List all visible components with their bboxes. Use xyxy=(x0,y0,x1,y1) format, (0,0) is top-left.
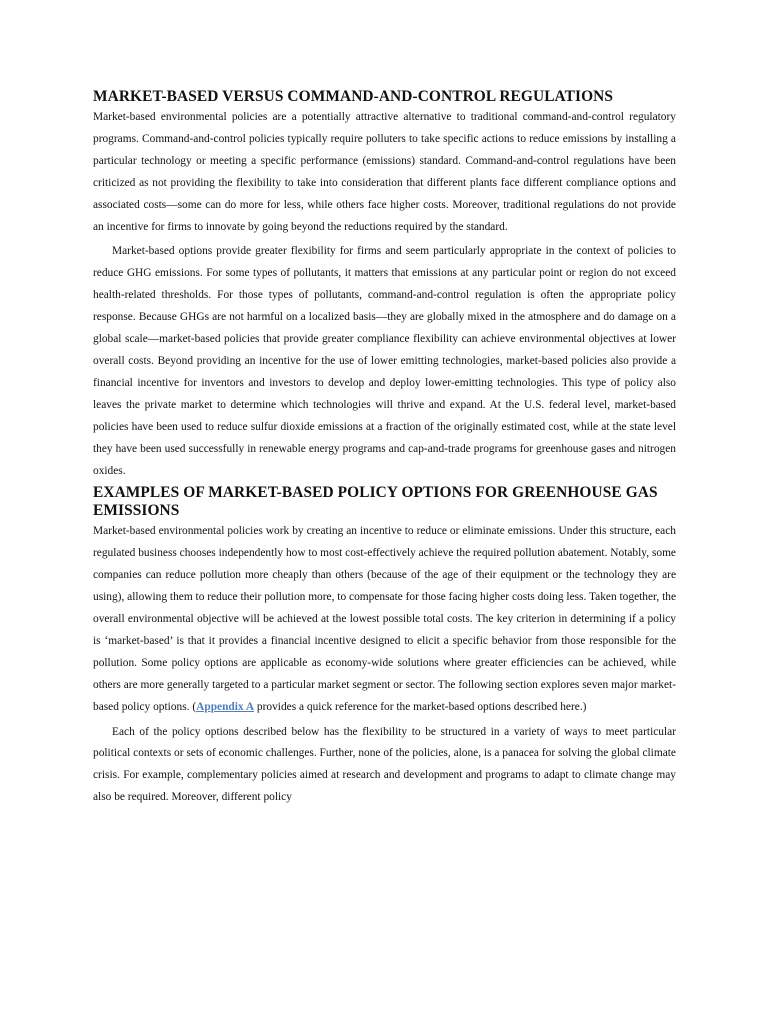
paragraph-market-based-policies xyxy=(93,521,676,718)
paragraph-text: Market-based environmental policies work by creating an incentive to reduce or eliminate emissions. Under this structure, each regulated business chooses independently how to most cost-effectively achieve the required pollution abatement. Notably, some companies can reduce pollution more cheaply than others (because of the age of their equipment or the technology they are using), allowing them to reduce their pollution more, to compensate for those facing higher costs doing less. Taken together, the overall environmental objective will be achieved at the lowest possible total costs. The key criterion in determining if a policy is ‘market-based’ is that it provides a financial incentive designed to elicit a specific behavior from those responsible for the pollution. Some policy options are applicable as economy-wide solutions where greater efficiencies can be achieved, while others are more generally targeted to a particular market segment or sector. The following section explores seven major market-based policy options. ( xyxy=(93,525,676,713)
document-page xyxy=(93,88,676,809)
appendix-a-link[interactable]: Appendix A xyxy=(196,700,255,713)
paragraph-market-based-options: Market-based options provide greater flexibility for firms and seem particularly appropriate in the context of policies to reduce GHG emissions. For some types of pollutants, it matters that emissions at any particular point or region do not exceed health-related thresholds. For those types of pollutants, command-and-control regulation is often the appropriate policy response. Because GHGs are not harmful on a localized basis—they are globally mixed in the atmosphere and do damage on a global scale—market-based policies that provide greater compliance flexibility can achieve environmental objectives at lower overall costs. Beyond providing an incentive for the use of lower emitting technologies, market-based policies also provide a financial incentive for inventors and investors to develop and deploy lower-emitting technologies. This type of policy also leaves the private market to determine which technologies will thrive and expand. At the U.S. federal level, market-based policies have been used to reduce sulfur dioxide emissions at a fraction of the originally estimated cost, while at the state level they have been used successfully in renewable energy programs and cap-and-trade programs for greenhouse gases and nitrogen oxides. xyxy=(93,245,676,477)
section-heading-regulations: MARKET-BASED VERSUS COMMAND-AND-CONTROL REGULATIONS xyxy=(93,88,614,105)
paragraph-text-tail: provides a quick reference for the market-based options described here.) xyxy=(254,700,587,713)
section-heading-examples: EXAMPLES OF MARKET-BASED POLICY OPTIONS FOR GREENHOUSE GAS EMISSIONS xyxy=(93,484,658,520)
paragraph-policy-options: Each of the policy options described below has the flexibility to be structured in a variety of ways to meet particular political contexts or sets of economic challenges. Further, none of the policies, alone, is a panacea for solving the global climate crisis. For example, complementary policies aimed at research and development and programs to adapt to climate change may also be required. Moreover, different policy xyxy=(93,725,676,804)
paragraph-command-and-control: Market-based environmental policies are a potentially attractive alternative to traditional command-and-control regulatory programs. Command-and-control policies typically require polluters to take specific actions to reduce emissions by installing a particular technology or meeting a specific performance (emissions) standard. Command-and-control regulations have been criticized as not providing the flexibility to take into consideration that different plants face different compliance options and associated costs—some can do more for less, while others face higher costs. Moreover, traditional regulations do not provide an incentive for firms to innovate by going beyond the reductions required by the standard. xyxy=(93,111,676,233)
